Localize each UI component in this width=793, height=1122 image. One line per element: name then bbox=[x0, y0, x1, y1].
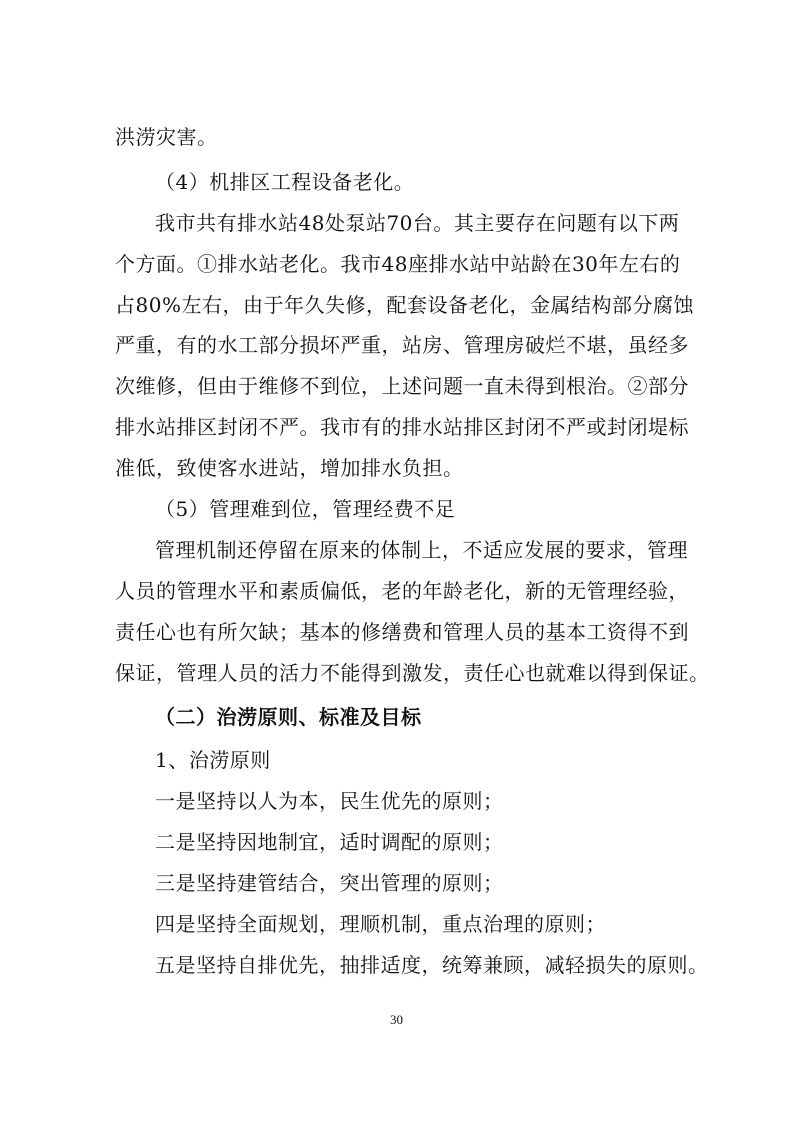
paragraph-line: 人员的管理水平和素质偏低，老的年龄老化，新的无管理经验， bbox=[115, 579, 689, 603]
list-item: 二是坚持因地制宜，适时调配的原则； bbox=[155, 830, 504, 854]
paragraph-line: 排水站排区封闭不严。我市有的排水站排区封闭不严或封闭堤标 bbox=[115, 415, 689, 439]
section-heading-5: （5）管理难到位，管理经费不足 bbox=[155, 497, 456, 521]
list-item: 五是坚持自排优先，抽排适度，统筹兼顾，减轻损失的原则。 bbox=[155, 953, 709, 977]
list-item: 三是坚持建管结合，突出管理的原则； bbox=[155, 871, 504, 895]
paragraph-line: 责任心也有所欠缺；基本的修缮费和管理人员的基本工资得不到 bbox=[115, 620, 689, 644]
paragraph-line: 次维修，但由于维修不到位，上述问题一直未得到根治。②部分 bbox=[115, 374, 689, 398]
page-number: 30 bbox=[390, 1012, 403, 1027]
list-item: 一是坚持以人为本，民生优先的原则； bbox=[155, 789, 504, 813]
paragraph-line: 个方面。①排水站老化。我市48座排水站中站龄在30年左右的 bbox=[115, 252, 681, 276]
paragraph-line: 严重，有的水工部分损坏严重，站房、管理房破烂不堪，虽经多 bbox=[115, 333, 689, 357]
paragraph-line: 准低，致使客水进站，增加排水负担。 bbox=[115, 456, 464, 480]
subsection-heading: 1、治涝原则 bbox=[155, 748, 271, 772]
paragraph-line: 我市共有排水站48处泵站70台。其主要存在问题有以下两 bbox=[155, 211, 680, 235]
paragraph-line: 保证，管理人员的活力不能得到激发，责任心也就难以得到保证。 bbox=[115, 661, 710, 685]
paragraph-line: 占80%左右，由于年久失修，配套设备老化，金属结构部分腐蚀 bbox=[115, 293, 694, 317]
section-heading-4: （4）机排区工程设备老化。 bbox=[155, 170, 415, 194]
paragraph-line: 洪涝灾害。 bbox=[115, 125, 218, 149]
paragraph-line: 管理机制还停留在原来的体制上，不适应发展的要求，管理 bbox=[155, 538, 688, 562]
chapter-heading: （二）治涝原则、标准及目标 bbox=[155, 705, 422, 729]
list-item: 四是坚持全面规划，理顺机制，重点治理的原则； bbox=[155, 912, 606, 936]
